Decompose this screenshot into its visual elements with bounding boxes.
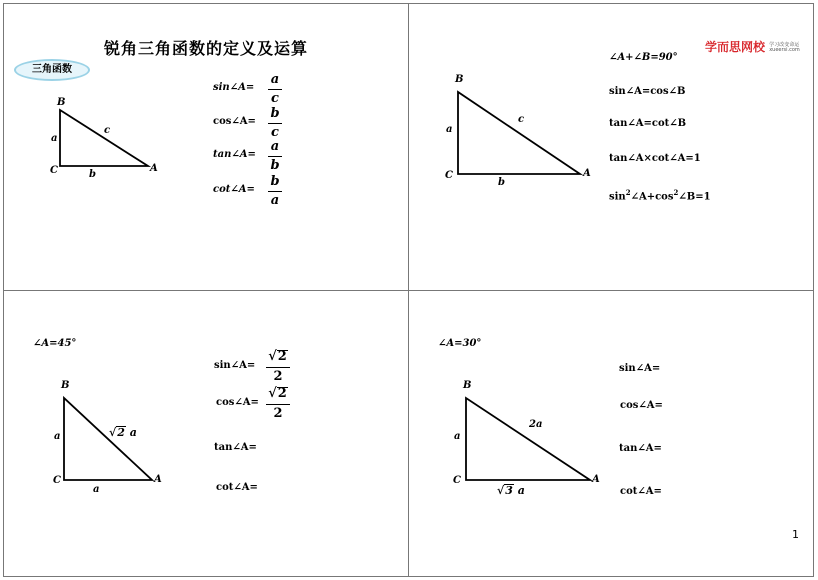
tan-fraction	[268, 139, 282, 174]
triangle-3	[64, 398, 152, 480]
cot-denominator: a	[270, 193, 280, 208]
sin-45-label: sin∠A=	[214, 360, 256, 371]
page-title: 锐角三角函数的定义及运算	[104, 39, 309, 58]
page-number: 1	[792, 528, 799, 541]
vertex-a-3: A	[154, 474, 162, 485]
side-base-4: √3 a	[497, 484, 525, 497]
sin-fraction	[268, 72, 282, 107]
tan-definition-label: tan∠A=	[213, 149, 256, 160]
cot-definition-label: cot∠A=	[213, 184, 255, 195]
cot-45-label: cot∠A=	[216, 482, 258, 493]
tan-denominator: b	[270, 158, 280, 173]
tan-45-label: tan∠A=	[214, 442, 257, 453]
brand-logo	[705, 38, 800, 55]
side-hypotenuse-4: 2a	[529, 419, 543, 430]
triangle-4	[466, 398, 590, 480]
logo-subtext: 学习改变命运 xueersi.com	[769, 41, 800, 53]
vertex-a-4: A	[592, 474, 600, 485]
angle-45-heading: ∠A=45°	[33, 338, 77, 349]
side-a-1: a	[51, 133, 58, 144]
cos-45-label: cos∠A=	[216, 397, 259, 408]
vertex-b-1: B	[57, 97, 66, 108]
topic-badge: 三角函数	[14, 59, 90, 81]
vertex-a-1: A	[150, 163, 158, 174]
cos-45-root: 2	[277, 386, 287, 401]
sin-45-root: 2	[277, 349, 287, 364]
tan-30-label: tan∠A=	[619, 443, 662, 454]
vertex-a-2: A	[583, 168, 591, 179]
side-c-1: c	[104, 125, 111, 136]
tan-numerator: a	[270, 139, 280, 154]
vertex-b-2: B	[455, 74, 464, 85]
sin-denominator: c	[271, 91, 279, 106]
side-b-1: b	[89, 169, 96, 180]
cot-30-label: cot∠A=	[620, 486, 662, 497]
cos-denominator: c	[271, 125, 279, 140]
vertex-b-3: B	[61, 380, 70, 391]
sin-cos-identity: sin∠A=cos∠B	[609, 86, 686, 97]
side-horizontal-3: a	[93, 484, 100, 495]
cos-fraction	[268, 106, 282, 141]
tan-times-cot-identity: tan∠A×cot∠A=1	[609, 153, 701, 164]
sin-definition-label: sin∠A=	[213, 82, 255, 93]
cos-definition-label: cos∠A=	[213, 116, 256, 127]
sin-numerator: a	[270, 72, 280, 87]
cos-45-denominator: 2	[273, 406, 283, 421]
vertex-c-4: C	[453, 475, 461, 486]
side-a-2: a	[446, 124, 453, 135]
cos-30-label: cos∠A=	[620, 400, 663, 411]
angle-30-heading: ∠A=30°	[438, 338, 482, 349]
sin-45-denominator: 2	[273, 369, 283, 384]
side-vertical-3: a	[54, 431, 61, 442]
cot-fraction	[268, 174, 282, 209]
vertex-c-3: C	[53, 475, 61, 486]
triangle-2	[458, 92, 580, 174]
cot-numerator: b	[270, 174, 280, 189]
sin-45-value: √2 2	[266, 348, 290, 385]
cos-45-value: √2 2	[266, 385, 290, 422]
logo-text: 学而思网校	[705, 40, 766, 54]
cos-numerator: b	[270, 106, 280, 121]
vertex-b-4: B	[463, 380, 472, 391]
tan-cot-identity: tan∠A=cot∠B	[609, 118, 687, 129]
side-c-2: c	[518, 114, 525, 125]
side-hypotenuse-3: √2 a	[109, 426, 137, 439]
pythagorean-identity: $\sin^2\angle A+\cos^2\angle B=1$	[609, 188, 711, 203]
complementary-angles-eq: ∠A+∠B=90°	[609, 52, 678, 63]
side-vertical-4: a	[454, 431, 461, 442]
triangle-1	[60, 110, 148, 166]
vertex-c-2: C	[445, 170, 453, 181]
vertex-c-1: C	[50, 165, 58, 176]
side-b-2: b	[498, 177, 505, 188]
sin-30-label: sin∠A=	[619, 363, 661, 374]
